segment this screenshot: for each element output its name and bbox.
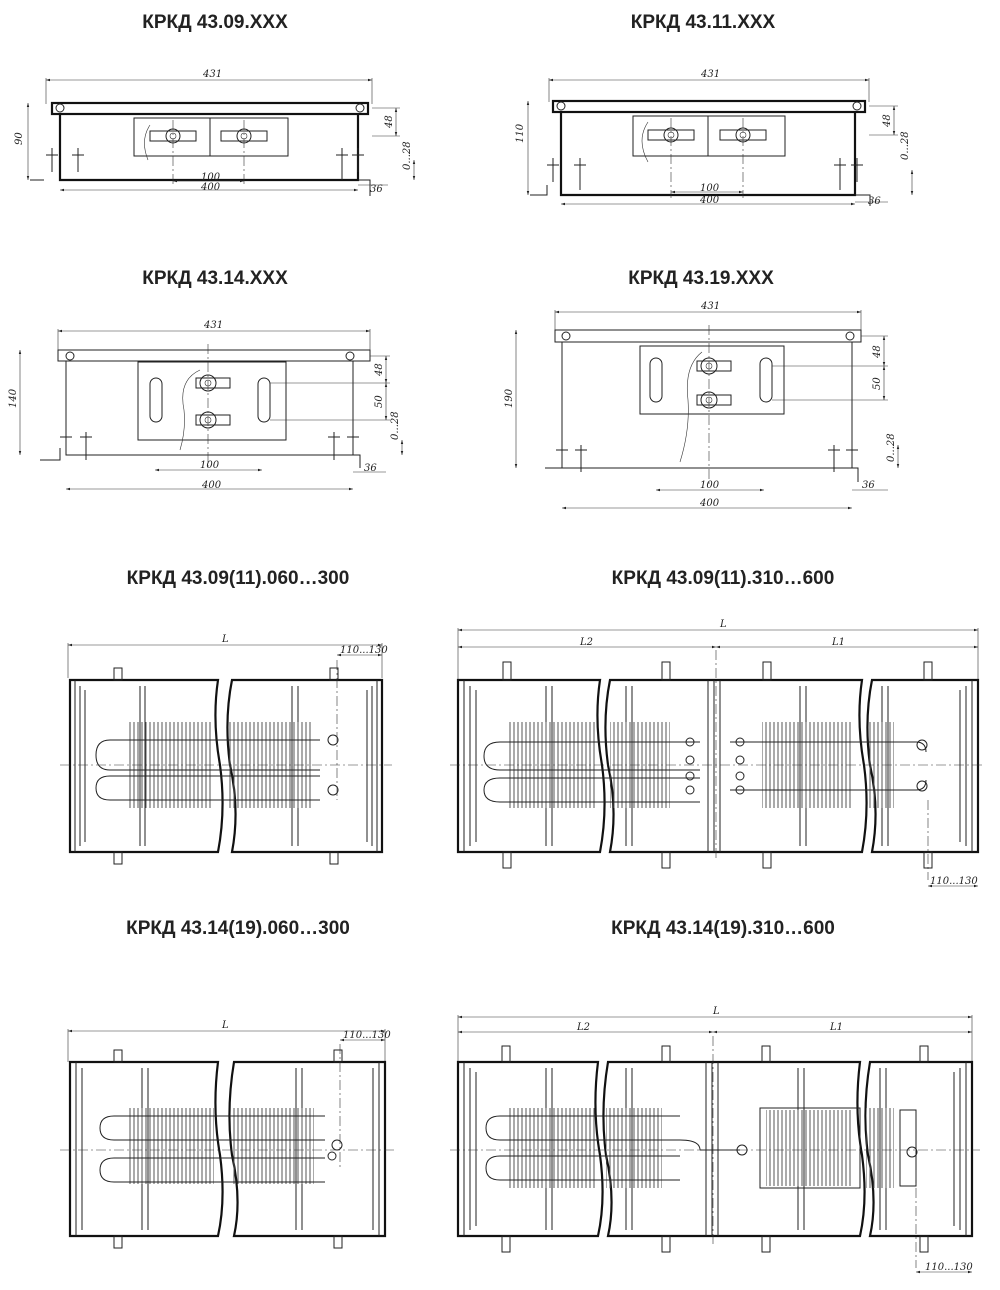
dim-length-l2: L2 [580, 637, 594, 648]
dim-height-140: 140 [8, 388, 19, 408]
dim-height-190: 190 [504, 388, 515, 408]
dim-110-130: 110...130 [925, 1262, 973, 1273]
dim-36: 36 [862, 480, 875, 491]
dim-110-130: 110...130 [343, 1030, 391, 1041]
dim-36: 36 [364, 463, 377, 474]
dim-length-l1: L1 [832, 637, 846, 648]
dim-110-130: 110...130 [340, 645, 388, 656]
section-drawing-43-09 [14, 69, 414, 196]
title-kpkd-43-14: КРКД 43.14.XXX [142, 268, 288, 289]
title-kpkd-43-09-11-long: КРКД 43.09(11).310…600 [611, 568, 835, 589]
dim-50: 50 [374, 395, 385, 408]
dim-400: 400 [202, 480, 222, 491]
dim-400: 400 [700, 195, 720, 206]
dim-431: 431 [701, 301, 721, 312]
dim-length-l1: L1 [830, 1022, 844, 1033]
plan-drawing-43-09-11-long [450, 619, 985, 887]
title-kpkd-43-14-19-long: КРКД 43.14(19).310…600 [611, 918, 835, 939]
title-kpkd-43-14-19-short: КРКД 43.14(19).060…300 [126, 918, 350, 939]
dim-100: 100 [700, 480, 720, 491]
plan-drawing-43-14-19-short [60, 1020, 395, 1248]
dim-48: 48 [374, 363, 385, 376]
title-kpkd-43-11: КРКД 43.11.XXX [630, 12, 776, 33]
dim-50: 50 [872, 377, 883, 390]
title-kpkd-43-09-11-short: КРКД 43.09(11).060…300 [126, 568, 350, 589]
title-kpkd-43-09: КРКД 43.09.XXX [142, 12, 288, 33]
dim-0-28: 0...28 [390, 411, 401, 440]
dim-0-28: 0...28 [886, 433, 897, 462]
dim-height-110: 110 [515, 123, 526, 143]
dim-100: 100 [201, 172, 221, 183]
dim-431: 431 [204, 320, 224, 331]
title-kpkd-43-19: КРКД 43.19.XXX [628, 268, 774, 289]
dim-431: 431 [203, 69, 223, 80]
dim-110-130: 110...130 [930, 876, 978, 887]
dim-36: 36 [868, 196, 881, 207]
dim-length-l: L [222, 634, 229, 645]
dim-100: 100 [200, 460, 220, 471]
dim-36: 36 [370, 184, 383, 195]
dim-length-l2: L2 [577, 1022, 591, 1033]
dim-length-l: L [713, 1006, 720, 1017]
dim-48: 48 [872, 345, 883, 358]
plan-drawing-43-14-19-long [450, 1006, 980, 1273]
plan-drawing-43-09-11-short [60, 634, 392, 864]
dim-400: 400 [201, 182, 221, 193]
dim-0-28: 0...28 [402, 141, 413, 170]
dim-100: 100 [700, 183, 720, 194]
section-drawing-43-11 [515, 69, 912, 207]
dim-400: 400 [700, 498, 720, 509]
dim-48: 48 [384, 115, 395, 128]
section-drawing-43-14 [8, 320, 402, 491]
dim-length-l: L [222, 1020, 229, 1031]
dim-height-90: 90 [14, 132, 25, 145]
dim-0-28: 0...28 [900, 131, 911, 160]
section-drawing-43-19 [504, 301, 898, 509]
dim-48: 48 [882, 114, 893, 127]
dim-431: 431 [701, 69, 721, 80]
dim-length-l: L [720, 619, 727, 630]
